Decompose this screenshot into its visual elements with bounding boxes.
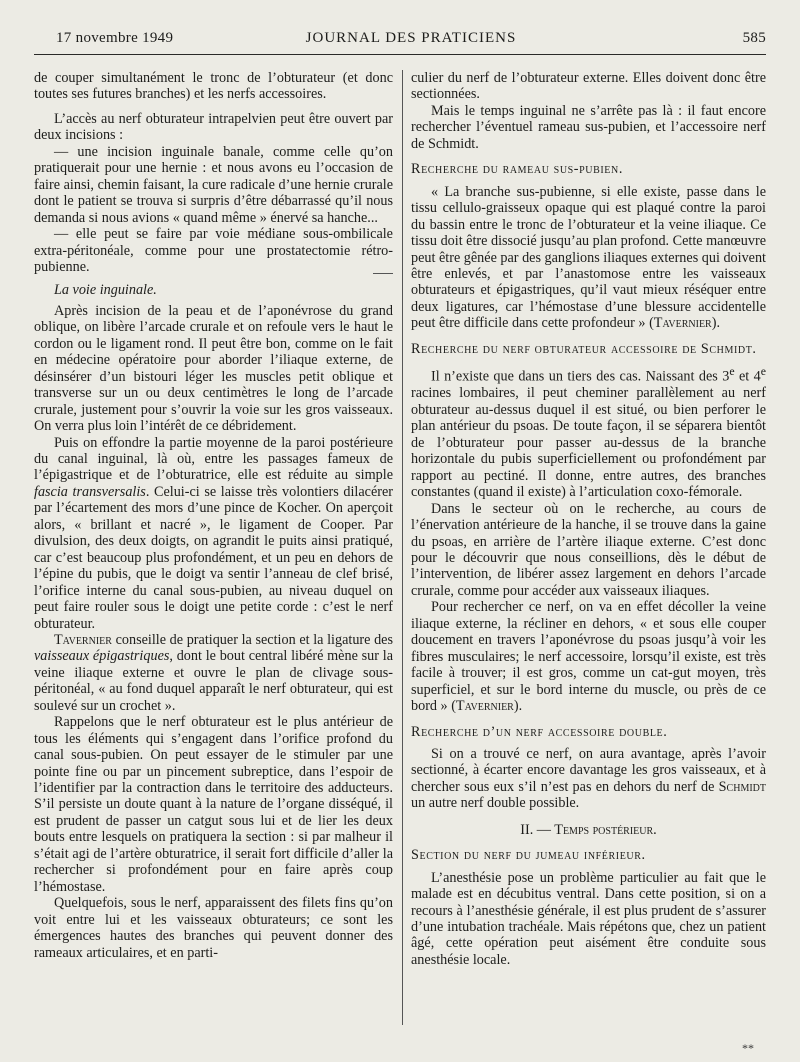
italic-text: fascia transversalis xyxy=(34,483,146,500)
text-run: Pour rechercher ce nerf, on va en effet décoller la veine iliaque externe, la récliner en dehors, « et sous elle couper doucement en travers l’aponévrose du psoas jusqu’à voir les fibres musculaires; le nerf accessoire, lorsqu’il existe, est très facile à trouver; il est gros, comme un cat-gut moyen, très superficiel, et sur le bord interne du muscle, ou près de ce bord » ( xyxy=(411,599,766,715)
section-heading: Section du nerf du jumeau inférieur. xyxy=(411,847,646,864)
paragraph xyxy=(34,435,393,632)
text-run: , dont le bout central libéré mène sur la veine iliaque externe et ouvre le plan de clivage sous-péritonéal, « au fond duquel apparaît le nerf obturateur, qui est soulevé sur un crochet ». xyxy=(34,648,393,714)
paragraph: L’anesthésie pose un problème particulier au fait que le malade est en décubitus ventral. Dans cette position, si on a recours à l’anesthésie générale, il est plus prudent de s’assurer d’une intubation trachéale. Mais répétons que, chez un patient âgé, cette opération peut aisément être conduite sous anesthésie locale. xyxy=(411,869,766,968)
paragraph xyxy=(411,184,766,332)
text-run: et 4 xyxy=(734,368,761,385)
part-heading: II. — Temps postérieur. xyxy=(520,821,657,838)
text-run: racines lombaires, il peut cheminer parallèlement au nerf obturateur au-dessus duquel il est situé, ou bien perforer le plan antérieur du psoas. De toute façon, il se séparera bientôt de l’obturateur pour passer au-dessus de la branche horizontale du pubis superficiellement ou profondément par rapport au pectiné. Il donne, entre autres, des branches constantes (quand il existe) à l’articulation coxo-fémorale. xyxy=(411,385,766,501)
paragraph xyxy=(411,363,766,500)
section-heading: Recherche du rameau sus-pubien. xyxy=(411,161,623,178)
paragraph: — une incision inguinale banale, comme celle qu’on pratiquerait pour une hernie : et nous avons eu l’occasion de faire ainsi, chemin faisant, la cure radicale d’une hernie crurale dont le patient se trouva si surpris d’être débarrassé qu’il nous demanda si nous avions « quand même » énervé sa hanche... xyxy=(34,143,393,226)
journal-title: JOURNAL DES PRATICIENS xyxy=(305,30,517,46)
section-heading: La voie inguinale. xyxy=(54,282,157,299)
paragraph: Mais le temps inguinal ne s’arrête pas là : il faut encore rechercher l’éventuel rameau sus-pubien, et l’accessoire nerf de Schmidt. xyxy=(411,102,766,152)
page-header xyxy=(56,30,766,54)
footer-mark: ** xyxy=(742,1041,754,1055)
text-run: un autre nerf double possible. xyxy=(411,795,580,812)
paragraph: — elle peut se faire par voie médiane sous-ombilicale extra-péritonéale, comme pour une prostatectomie rétro-pubienne. xyxy=(34,226,393,275)
author-name: Tavernier xyxy=(653,315,712,332)
dash-separator xyxy=(373,273,393,274)
text-run: ). xyxy=(513,698,523,715)
page-number: 585 xyxy=(742,30,766,46)
paragraph: Quelquefois, sous le nerf, apparaissent des filets fins qu’on voit entre lui et les vaisseaux obturateurs; ce sont les émergences hautes des branches qui peuvent donner des rameaux articulaires, et en parti- xyxy=(34,895,393,961)
paragraph: culier du nerf de l’obturateur externe. Elles doivent donc être sectionnées. xyxy=(411,70,766,103)
text-run: Il n’existe que dans un tiers des cas. Naissant des 3 xyxy=(431,368,730,385)
paragraph: Rappelons que le nerf obturateur est le plus antérieur de tous les éléments qui s’engagent dans l’orifice profond du canal sous-pubien. On peut essayer de le stimuler par une pointe fine ou par un pincement subreptice, dans l’espoir de l’identifier par la contraction dans le territoire des adducteurs. S’il persiste un doute quant à la nature de l’organe disséqué, il est prudent de passer un catgut sous lui et de lier les deux bouts entre lesquels on pratiquera la section : si par malheur il s’était agi de l’artère obturatrice, il serait fort difficile d’aller la rechercher si profondément pour en faire après coup l’hémostase. xyxy=(34,714,393,895)
text-run: « La branche sus-pubienne, si elle existe, passe dans le tissu cellulo-graisseux opaque qui est plaqué contre la paroi du bassin entre le tronc de l’obturateur et la veine iliaque. Ce tissu doit être dissocié jusqu’au plan profond. Cette manœuvre peut être gênée par des ganglions iliaques externes qui doivent être enlevés, et par l’anastomose entre les vaisseaux obturateurs et épigastriques, qu’il vaut mieux réséquer entre deux ligatures, car l’hémostase d’une blessure accidentelle peut être difficile dans cette profondeur » ( xyxy=(411,183,767,332)
column-rule xyxy=(402,70,403,1025)
superscript: e xyxy=(729,364,735,379)
left-column xyxy=(34,70,393,961)
section-heading: Recherche d’un nerf accessoire double. xyxy=(411,723,668,740)
paragraph: L’accès au nerf obturateur intrapelvien peut être ouvert par deux incisions : xyxy=(34,110,393,144)
right-column xyxy=(411,70,766,968)
paragraph: de couper simultanément le tronc de l’obturateur (et donc toutes ses futures branches) et les nerfs accessoires. xyxy=(34,70,393,103)
superscript: e xyxy=(760,364,766,379)
author-name: Schmidt xyxy=(718,778,766,795)
paragraph: Après incision de la peau et de l’aponévrose du grand oblique, on libère l’arcade crurale et on refoule vers le haut le cordon ou le ligament rond. Il peut être bon, comme on le fait en médecine opératoire pour aborder l’iliaque externe, de désinsérer d’un bistouri léger les muscles petit oblique et transverse sur un ou deux centimètres le long de l’arcade crurale, justement pour s’ouvrir la voie sur les gros vaisseaux. On verra plus loin l’intérêt de ce débridement. xyxy=(34,302,393,435)
author-name: Tavernier xyxy=(455,698,514,715)
paragraph xyxy=(411,599,766,714)
text-run: Si on a trouvé ce nerf, on aura avantage, après l’avoir sectionné, à écarter encore davantage les gros vaisseaux, et à chercher sous eux s’il n’est pas en dehors du nerf de xyxy=(411,745,766,795)
italic-text: vaisseaux épigastriques xyxy=(34,648,170,665)
text-run: Puis on effondre la partie moyenne de la paroi postérieure du canal inguinal, là où, entre les passages fameux de l’épigastrique et de l’obturatrice, elle est réduite au simple xyxy=(34,434,393,484)
text-run: conseille de pratiquer la section et la ligature des xyxy=(111,631,393,648)
author-name: Tavernier xyxy=(54,631,112,648)
paragraph: Dans le secteur où on le recherche, au cours de l’énervation antérieure de la hanche, il se trouve dans la gaine du psoas, en arrière de l’artère iliaque externe. C’est donc pour le découvrir que nous conseillions, dès le début de l’intervention, de libérer assez largement en dehors l’arcade crurale, comme pour accéder aux vaisseaux iliaques. xyxy=(411,500,766,599)
text-run: . Celui-ci se laisse très volontiers dilacérer par l’écartement des mors d’une pince de Kocher. On aperçoit alors, « brillant et nacré », le ligament de Cooper. Par divulsion, des deux doigts, on agrandit le puits ainsi pratiqué, car c’est beaucoup plus profondément, et un peu en dehors de l’épine du pubis, que le doigt va sentir l’anneau de clef brisé, l’orifice interne du canal sous-pubien, au niveau duquel on peut faire rouler sous le doigt une petite corde : c’est le nerf obturateur. xyxy=(34,483,393,632)
header-rule xyxy=(34,54,766,55)
paragraph xyxy=(411,746,766,812)
issue-date: 17 novembre 1949 xyxy=(56,30,174,46)
text-run: ). xyxy=(711,315,721,332)
section-heading: Recherche du nerf obturateur accessoire de Schmidt. xyxy=(411,340,757,357)
paragraph xyxy=(34,632,393,714)
